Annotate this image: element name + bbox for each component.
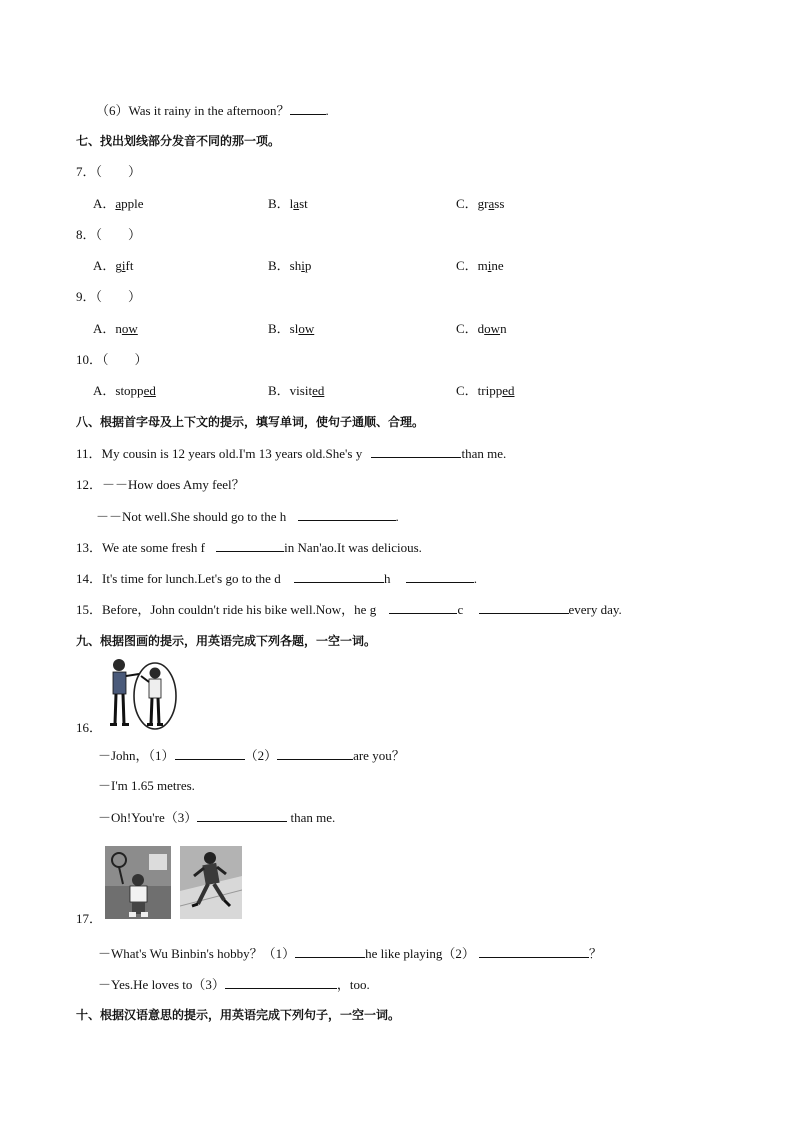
question-17-number: 17． — [76, 911, 103, 926]
question-15 — [76, 601, 622, 618]
option-rest: ft — [125, 258, 134, 273]
question-text: in Nan'ao.It was delicious. — [284, 540, 422, 555]
question-text: 14．It's time for lunch.Let's go to the d — [76, 571, 281, 586]
answer-blank[interactable] — [371, 445, 461, 458]
answer-blank[interactable] — [290, 102, 326, 115]
section-8-heading: 八、根据首字母及上下文的提示，填写单词，使句子通顺、合理。 — [76, 415, 425, 429]
section-7-heading: 七、找出划线部分发音不同的那一项。 — [76, 134, 281, 148]
answer-blank[interactable] — [277, 747, 353, 760]
question-17-line-1 — [98, 945, 602, 962]
question-6-text: （6）Was it rainy in the afternoon？ — [96, 103, 290, 118]
section-10-heading: 十、根据汉语意思的提示，用英语完成下列句子，一空一词。 — [76, 1008, 401, 1022]
question-number: 8．（ ） — [76, 227, 142, 242]
question-text: 11．My cousin is 12 years old.I'm 13 years old.She's y — [76, 446, 363, 461]
option-label: B．visit — [268, 383, 313, 398]
question-11 — [76, 445, 506, 462]
question-text: －What's Wu Binbin's hobby？（1） — [98, 946, 296, 961]
question-17-line-2 — [98, 976, 370, 993]
option-c — [456, 321, 507, 337]
question-number: 9．（ ） — [76, 289, 142, 304]
question-text: －－Not well.She should go to the h — [96, 509, 287, 524]
option-label: B．l — [268, 196, 294, 211]
option-label: C．d — [456, 321, 485, 336]
option-a — [93, 321, 138, 337]
option-c — [456, 258, 504, 274]
option-b — [268, 383, 324, 399]
option-b — [268, 321, 314, 337]
question-14 — [76, 570, 477, 587]
underlined-letters: i — [121, 258, 126, 273]
punct: . — [325, 103, 329, 118]
option-b — [268, 196, 308, 212]
option-rest: pple — [121, 196, 144, 211]
underlined-letters: a — [293, 196, 300, 211]
question-6 — [96, 102, 329, 119]
question-13 — [76, 539, 422, 556]
section-9-heading: 九、根据图画的提示，用英语完成下列各题，一空一词。 — [76, 634, 377, 648]
answer-blank[interactable] — [225, 976, 337, 989]
question-text: －John，（1） — [98, 748, 175, 763]
underlined-letters: a — [488, 196, 495, 211]
option-label: B．sl — [268, 321, 299, 336]
option-b — [268, 258, 311, 274]
answer-blank[interactable] — [175, 747, 245, 760]
question-text: than me. — [287, 810, 336, 825]
answer-blank[interactable] — [479, 601, 569, 614]
question-12-reply — [96, 508, 399, 525]
option-label: A． — [93, 196, 116, 211]
option-a — [93, 196, 144, 212]
question-text: －Oh!You're（3） — [98, 810, 198, 825]
answer-blank[interactable] — [216, 539, 284, 552]
underlined-letters: ow — [121, 321, 138, 336]
tennis-picture — [105, 846, 171, 919]
option-rest: p — [304, 258, 312, 273]
question-text: （2） — [244, 748, 278, 763]
question-16-line-2: －I'm 1.65 metres. — [98, 778, 195, 793]
question-16-number: 16． — [76, 720, 103, 735]
option-rest: st — [299, 196, 308, 211]
option-rest: ss — [494, 196, 505, 211]
option-label: C．gr — [456, 196, 489, 211]
question-16-line-3 — [98, 809, 335, 826]
underlined-letters: i — [301, 258, 305, 273]
option-label: C．tripp — [456, 383, 503, 398]
answer-blank[interactable] — [197, 809, 287, 822]
option-label: A．stopp — [93, 383, 144, 398]
underlined-letters: ow — [298, 321, 315, 336]
option-label: B．sh — [268, 258, 302, 273]
question-text: he like playing（2） — [365, 946, 475, 961]
punct: . — [473, 571, 477, 586]
question-text: than me. — [461, 446, 507, 461]
underlined-letters: ow — [484, 321, 501, 336]
option-c — [456, 383, 515, 399]
option-label: A．n — [93, 321, 122, 336]
question-number: 10．（ ） — [76, 352, 148, 367]
option-a — [93, 258, 133, 274]
option-rest: ne — [491, 258, 504, 273]
answer-blank[interactable] — [479, 945, 589, 958]
question-16-line-1 — [98, 747, 405, 764]
underlined-letters: i — [487, 258, 492, 273]
question-12: 12．－－How does Amy feel？ — [76, 477, 245, 492]
question-text: 13．We ate some fresh f — [76, 540, 205, 555]
question-text: h — [383, 571, 391, 586]
underlined-letters: ed — [502, 383, 515, 398]
option-label: C．m — [456, 258, 488, 273]
running-picture — [180, 846, 242, 919]
question-text: 15．Before，John couldn't ride his bike well.Now，he g — [76, 602, 377, 617]
question-text: every day. — [568, 602, 622, 617]
underlined-letters: ed — [312, 383, 325, 398]
question-text: are you？ — [353, 748, 405, 763]
question-text: ？ — [588, 946, 602, 961]
height-comparison-picture — [101, 656, 179, 730]
question-number: 7．（ ） — [76, 164, 142, 179]
question-text: ，too. — [336, 977, 370, 992]
answer-blank[interactable] — [294, 570, 384, 583]
option-a — [93, 383, 156, 399]
option-label: A．g — [93, 258, 122, 273]
answer-blank[interactable] — [406, 570, 474, 583]
punct: . — [395, 509, 399, 524]
underlined-letters: a — [115, 196, 122, 211]
answer-blank[interactable] — [389, 601, 457, 614]
underlined-letters: ed — [143, 383, 156, 398]
question-text: －Yes.He loves to（3） — [98, 977, 225, 992]
answer-blank[interactable] — [295, 945, 365, 958]
answer-blank[interactable] — [298, 508, 396, 521]
option-c — [456, 196, 504, 212]
option-rest: n — [500, 321, 507, 336]
question-text: c — [457, 602, 464, 617]
